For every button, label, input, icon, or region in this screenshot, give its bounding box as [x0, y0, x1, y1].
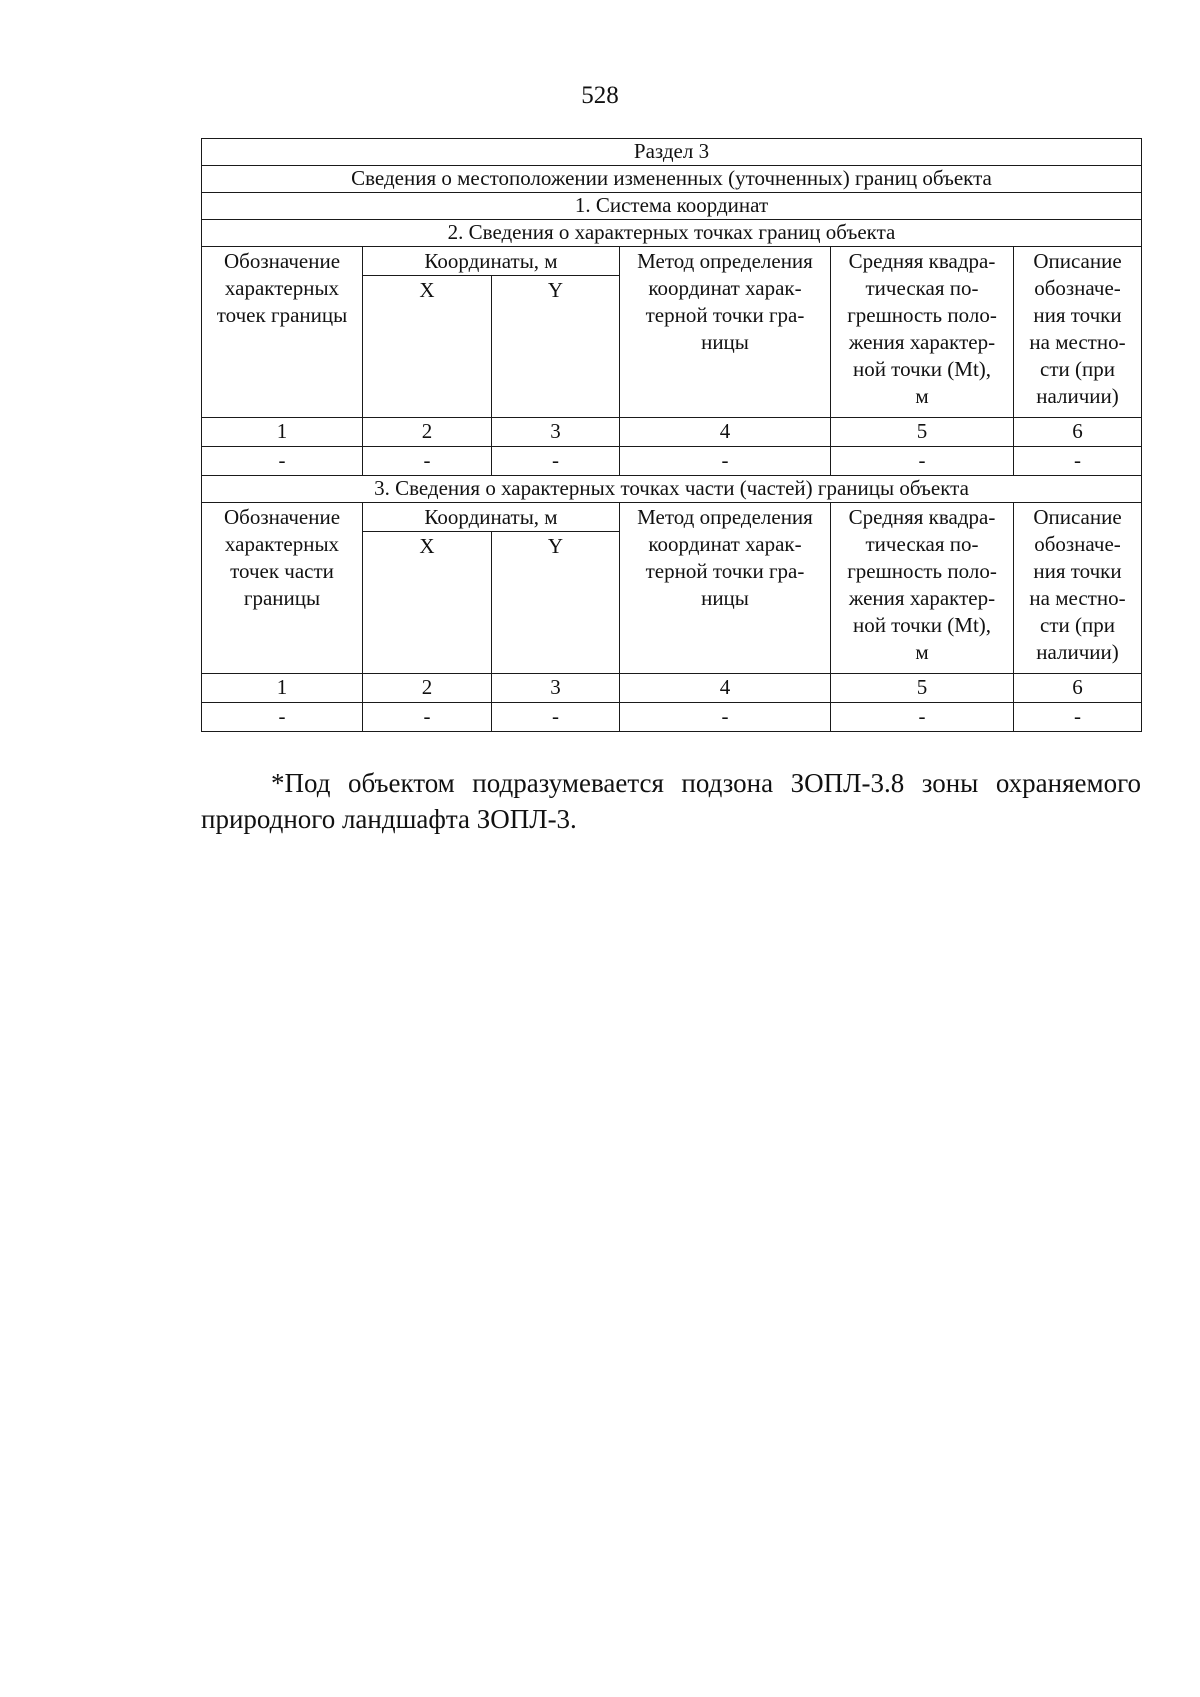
table-cell: -: [1014, 447, 1142, 476]
coord-system-row: [202, 193, 1142, 220]
table-cell: -: [363, 447, 492, 476]
table-row: [202, 703, 1142, 732]
block2-title: 3. Сведения о характерных точках части (частей) границы объекта: [202, 476, 1142, 503]
table-cell: -: [202, 703, 363, 732]
col-method-header: Метод определения координат харак- терной точки гра- ницы: [620, 247, 831, 418]
col-error-header: Средняя квадра- тическая по- грешность поло- жения характер- ной точки (Mt), м: [831, 247, 1014, 418]
table-row: [202, 447, 1142, 476]
col-x-header: X: [363, 276, 492, 418]
table-cell: -: [202, 447, 363, 476]
col-y-header: Y: [492, 276, 620, 418]
col-x-header: X: [363, 532, 492, 674]
column-number: 6: [1014, 418, 1142, 447]
table-cell: -: [1014, 703, 1142, 732]
table-cell: -: [363, 703, 492, 732]
section-title: Раздел 3: [202, 139, 1142, 166]
table-cell: -: [620, 447, 831, 476]
block2-title-row: [202, 476, 1142, 503]
table-subtitle: Сведения о местоположении измененных (уточненных) границ объекта: [202, 166, 1142, 193]
boundary-points-table: [201, 138, 1142, 732]
footnote-line-2: природного ландшафта ЗОПЛ-3.: [201, 804, 577, 834]
block2-numbers-row: [202, 674, 1142, 703]
table-cell: -: [831, 447, 1014, 476]
col-point-designation-header: Обозначение характерных точек части границы: [202, 503, 363, 674]
section-title-row: [202, 139, 1142, 166]
column-number: 4: [620, 674, 831, 703]
table-cell: -: [492, 447, 620, 476]
block1-header-row: [202, 247, 1142, 276]
block1-title-row: [202, 220, 1142, 247]
col-point-designation-header: Обозначение характерных точек границы: [202, 247, 363, 418]
block1-title: 2. Сведения о характерных точках границ объекта: [202, 220, 1142, 247]
column-number: 5: [831, 674, 1014, 703]
table-cell: -: [492, 703, 620, 732]
table-cell: -: [620, 703, 831, 732]
column-number: 3: [492, 674, 620, 703]
page-number: 528: [581, 82, 619, 109]
footnote: [201, 765, 1141, 837]
column-number: 1: [202, 418, 363, 447]
block2-header-row: [202, 503, 1142, 532]
coord-system-label: 1. Система координат: [202, 193, 1142, 220]
subtitle-row: [202, 166, 1142, 193]
col-method-header: Метод определения координат харак- терной точки гра- ницы: [620, 503, 831, 674]
footnote-line-1: *Под объектом подразумевается подзона ЗОПЛ-3.8 зоны охраняемого: [271, 768, 1141, 798]
column-number: 1: [202, 674, 363, 703]
col-error-header: Средняя квадра- тическая по- грешность поло- жения характер- ной точки (Mt), м: [831, 503, 1014, 674]
column-number: 6: [1014, 674, 1142, 703]
column-number: 2: [363, 418, 492, 447]
col-coordinates-header: Координаты, м: [363, 247, 620, 276]
column-number: 2: [363, 674, 492, 703]
table-cell: -: [831, 703, 1014, 732]
column-number: 4: [620, 418, 831, 447]
col-coordinates-header: Координаты, м: [363, 503, 620, 532]
col-description-header: Описание обозначе- ния точки на местно- сти (при наличии): [1014, 247, 1142, 418]
col-y-header: Y: [492, 532, 620, 674]
col-description-header: Описание обозначе- ния точки на местно- сти (при наличии): [1014, 503, 1142, 674]
column-number: 5: [831, 418, 1014, 447]
block1-numbers-row: [202, 418, 1142, 447]
column-number: 3: [492, 418, 620, 447]
